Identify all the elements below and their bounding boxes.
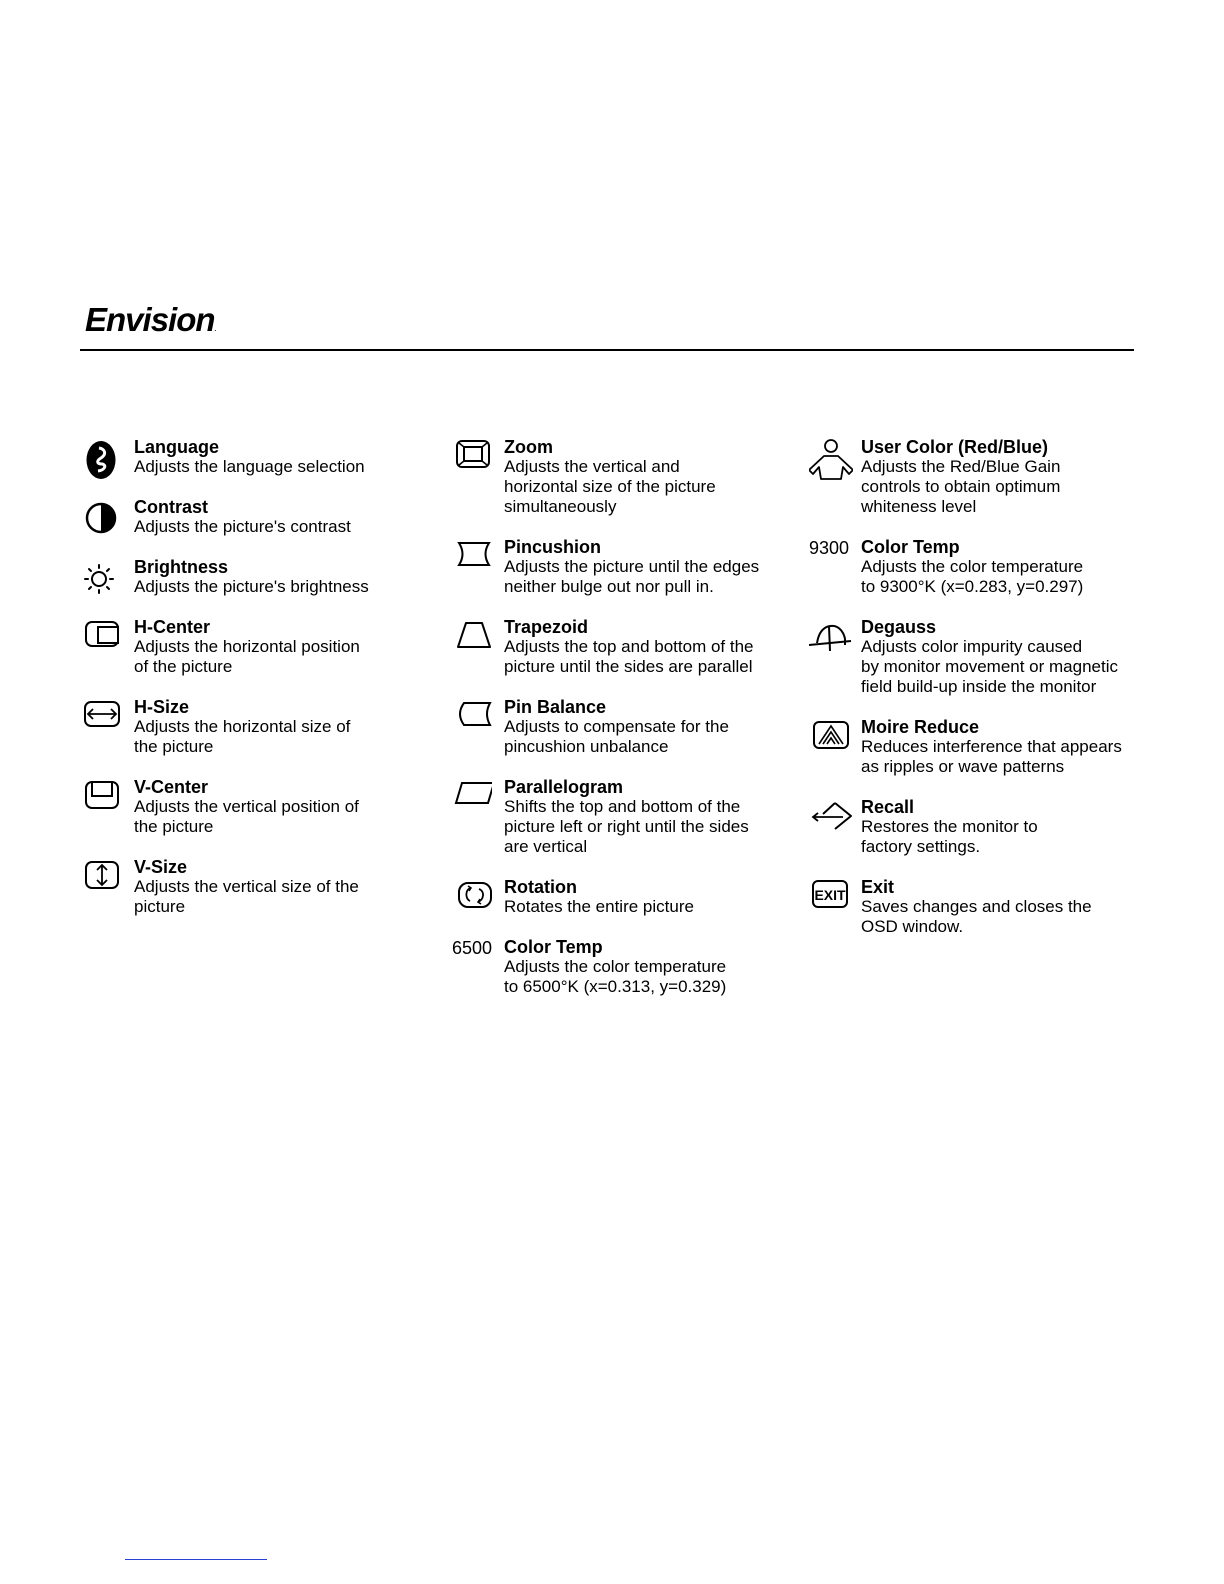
recall-icon [809, 797, 849, 839]
osd-item-title: Rotation [504, 877, 577, 897]
osd-item-title: Brightness [134, 557, 229, 577]
osd-item-title: Parallelogram [504, 777, 624, 797]
osd-item-title: Recall [861, 797, 915, 817]
exit-icon-label: EXIT [814, 887, 846, 903]
osd-item-desc: Adjusts the horizontal position of the picture [134, 637, 360, 676]
osd-item-title: Contrast [134, 497, 209, 517]
osd-item-desc: Saves changes and closes the OSD window. [861, 897, 1092, 936]
footnote-divider [125, 1559, 267, 1560]
v-center-icon [82, 777, 122, 819]
zoom-icon [452, 437, 492, 479]
exit-icon [809, 877, 849, 919]
brightness-icon [82, 557, 122, 599]
osd-item-desc: Adjusts color impurity caused by monitor movement or magnetic field build-up inside the monitor [861, 637, 1118, 696]
osd-item-title: H-Size [134, 697, 190, 717]
osd-item-desc: Adjusts the horizontal size of the picture [134, 717, 351, 756]
osd-item-title: Zoom [504, 437, 553, 457]
pin-balance-icon [452, 697, 492, 739]
h-center-icon [82, 617, 122, 659]
osd-item-desc: Adjusts the picture's brightness [134, 577, 369, 596]
trapezoid-icon [452, 617, 492, 659]
user-color-icon [809, 437, 849, 479]
osd-item-title: Moire Reduce [861, 717, 980, 737]
osd-item-title: User Color (Red/Blue) [861, 437, 1049, 457]
osd-item-title: V-Size [134, 857, 188, 877]
osd-item-desc: Adjusts the language selection [134, 457, 365, 476]
osd-item-title: V-Center [134, 777, 209, 797]
osd-item-desc: Adjusts the vertical size of the picture [134, 877, 359, 916]
header-rule [80, 349, 1134, 351]
osd-item-title: Color Temp [504, 937, 603, 957]
h-size-icon [82, 697, 122, 739]
v-size-icon [82, 857, 122, 899]
osd-item-desc: Reduces interference that appears as ripples or wave patterns [861, 737, 1122, 776]
pincushion-icon [452, 537, 492, 579]
degauss-icon [809, 617, 849, 659]
osd-item-desc: Adjusts the color temperature to 6500°K (x=0.313, y=0.329) [504, 957, 727, 996]
osd-item-desc: Adjusts the picture's contrast [134, 517, 351, 536]
osd-item-title: Color Temp [861, 537, 960, 557]
osd-item-title: Degauss [861, 617, 937, 637]
moire-reduce-icon [809, 717, 849, 759]
osd-item-desc: Adjusts the vertical position of the picture [134, 797, 359, 836]
osd-item-desc: Adjusts the Red/Blue Gain controls to obtain optimum whiteness level [861, 457, 1061, 516]
osd-item-desc: Restores the monitor to factory settings. [861, 817, 1038, 856]
osd-item-title: Pincushion [504, 537, 602, 557]
osd-item-desc: Rotates the entire picture [504, 897, 694, 916]
envision-logo: Envision. [85, 301, 217, 338]
rotation-icon [452, 877, 492, 919]
osd-item-title: Pin Balance [504, 697, 607, 717]
color-temp-6500-label: 6500 [452, 938, 493, 958]
osd-item-desc: Adjusts the color temperature to 9300°K (x=0.283, y=0.297) [861, 557, 1084, 596]
osd-item-title: Exit [861, 877, 895, 897]
color-temp-9300-label: 9300 [809, 538, 850, 558]
parallelogram-icon [452, 777, 492, 819]
osd-item-desc: Adjusts the top and bottom of the picture until the sides are parallel [504, 637, 754, 676]
language-icon [82, 437, 122, 479]
osd-item-title: Language [134, 437, 220, 457]
osd-item-title: H-Center [134, 617, 211, 637]
osd-item-desc: Adjusts to compensate for the pincushion unbalance [504, 717, 729, 756]
osd-item-desc: Shifts the top and bottom of the picture left or right until the sides are vertical [504, 797, 749, 856]
contrast-icon [82, 497, 122, 539]
osd-item-title: Trapezoid [504, 617, 589, 637]
osd-item-desc: Adjusts the vertical and horizontal size of the picture simultaneously [504, 457, 716, 516]
osd-item-desc: Adjusts the picture until the edges neither bulge out nor pull in. [504, 557, 760, 596]
